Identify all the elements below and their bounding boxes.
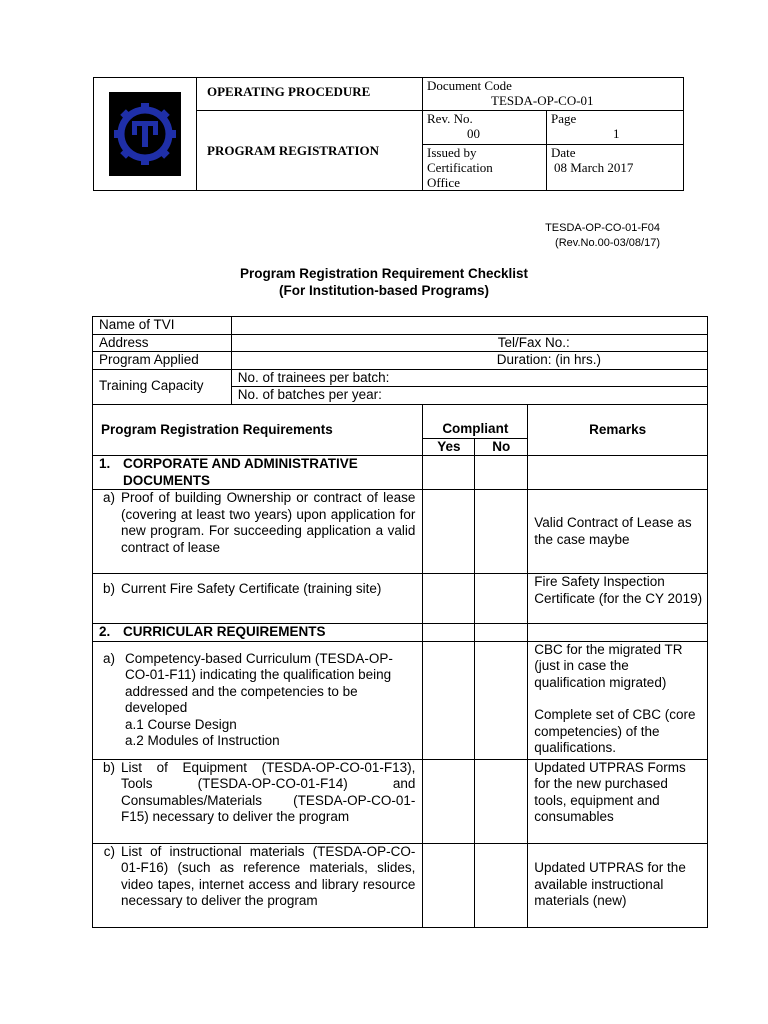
table-row <box>93 641 708 759</box>
requirement-1a-no-checkbox[interactable] <box>475 490 528 574</box>
compliant-header-spacer <box>423 404 528 421</box>
requirement-2b-remarks: Updated UTPRAS Forms for the new purchased tools, equipment and consumables <box>528 759 708 843</box>
requirement-1a-letter: a) <box>102 490 115 505</box>
requirement-2a-text: Competency-based Curriculum (TESDA-OP-CO-01-F11) indicating the qualification being addressed and the competencies to be developed <box>125 650 393 715</box>
date-label: Date <box>551 145 576 160</box>
section-1-yes-cell[interactable] <box>423 456 475 490</box>
section-2-no-cell[interactable] <box>475 624 528 642</box>
document-header <box>93 77 684 191</box>
info-row-capacity-1 <box>93 369 708 387</box>
yes-header: Yes <box>423 438 475 456</box>
tesda-gear-logo-icon <box>109 92 181 176</box>
document-code-label: Document Code <box>427 78 512 93</box>
requirement-2b-text: List of Equipment (TESDA-OP-CO-01-F13), Tools (TESDA-OP-CO-01-F14) and Consumables/Materials (TESDA-OP-CO-01-F15) necessary to deliver the program <box>121 759 416 824</box>
document-title-line-2: (For Institution-based Programs) <box>278 283 489 298</box>
requirement-2a-yes-checkbox[interactable] <box>423 641 475 759</box>
requirement-1a-yes-checkbox[interactable] <box>423 490 475 574</box>
name-of-tvi-field[interactable] <box>231 317 707 335</box>
document-title-line-1: Program Registration Requirement Checklist <box>239 266 529 281</box>
section-1-title-line-2: DOCUMENTS <box>123 472 210 488</box>
rev-no-label: Rev. No. <box>427 111 473 126</box>
form-code <box>545 221 660 251</box>
requirement-2c-no-checkbox[interactable] <box>475 843 528 927</box>
duration-label: Duration: (in hrs.) <box>496 352 602 367</box>
issued-by-value-2: Office <box>427 175 460 190</box>
section-2-title-cell <box>93 624 423 642</box>
section-1-no-cell[interactable] <box>475 456 528 490</box>
requirement-2b-letter: b) <box>102 759 115 775</box>
program-applied-field[interactable] <box>231 352 707 370</box>
section-1-number: 1. <box>99 456 111 471</box>
section-2-row <box>93 624 708 642</box>
requirements-header: Program Registration Requirements <box>93 404 423 456</box>
requirement-2c-letter: c) <box>103 843 115 859</box>
checklist-table <box>92 316 708 928</box>
page-cell <box>547 111 684 145</box>
address-field[interactable] <box>231 334 707 352</box>
info-row-address <box>93 334 708 352</box>
table-row <box>93 490 708 574</box>
date-cell <box>547 145 684 191</box>
form-code-line-1: TESDA-OP-CO-01-F04 <box>545 222 660 234</box>
name-of-tvi-label: Name of TVI <box>93 317 232 335</box>
requirement-1b-text: Current Fire Safety Certificate (training site) <box>121 581 382 596</box>
batches-per-year-field[interactable]: No. of batches per year: <box>231 387 707 405</box>
requirement-2b-no-checkbox[interactable] <box>475 759 528 843</box>
tel-fax-label: Tel/Fax No.: <box>497 334 570 350</box>
document-title <box>0 265 768 299</box>
logo-cell <box>94 78 197 191</box>
requirement-2b-yes-checkbox[interactable] <box>423 759 475 843</box>
requirement-2a-cell <box>93 641 423 759</box>
requirement-2c-remarks: Updated UTPRAS for the available instructional materials (new) <box>528 843 708 927</box>
requirement-1a-text: Proof of building Ownership or contract of lease (covering at least two years) upon application for new program. For succeeding application a valid contract of lease <box>121 490 416 555</box>
program-registration-label: PROGRAM REGISTRATION <box>197 111 423 191</box>
requirement-1a-remarks: Valid Contract of Lease as the case maybe <box>528 490 708 574</box>
document-code-cell <box>423 78 684 111</box>
requirement-1b-no-checkbox[interactable] <box>475 574 528 624</box>
table-header-row-1 <box>93 404 708 421</box>
requirement-1a-cell <box>93 490 423 574</box>
requirement-2a-letter: a) <box>102 650 115 666</box>
section-2-title: CURRICULAR REQUIREMENTS <box>123 624 326 639</box>
issued-by-cell <box>423 145 547 191</box>
requirement-1b-yes-checkbox[interactable] <box>423 574 475 624</box>
section-2-number: 2. <box>99 624 111 639</box>
table-row <box>93 574 708 624</box>
page-label: Page <box>551 111 577 126</box>
requirement-2a-sub-2: a.2 Modules of Instruction <box>125 733 280 748</box>
requirement-1b-letter: b) <box>102 581 115 596</box>
page-value: 1 <box>613 126 620 141</box>
no-header: No <box>475 438 528 456</box>
table-row <box>93 759 708 843</box>
requirement-2a-no-checkbox[interactable] <box>475 641 528 759</box>
requirement-2a-remarks-1: CBC for the migrated TR (just in case the qualification migrated) <box>534 641 683 690</box>
requirement-1b-cell <box>93 574 423 624</box>
issued-by-value-1: Certification <box>427 160 493 175</box>
remarks-header: Remarks <box>528 404 708 456</box>
section-2-remarks-cell <box>528 624 708 642</box>
section-2-yes-cell[interactable] <box>423 624 475 642</box>
requirement-2a-sub-1: a.1 Course Design <box>125 716 237 732</box>
requirement-2c-cell <box>93 843 423 927</box>
section-1-title-cell <box>93 456 423 490</box>
document-code-value: TESDA-OP-CO-01 <box>491 93 594 108</box>
date-value: 08 March 2017 <box>554 160 634 175</box>
operating-procedure-label: OPERATING PROCEDURE <box>197 78 423 111</box>
rev-no-cell <box>423 111 547 145</box>
section-1-remarks-cell <box>528 456 708 490</box>
requirement-2a-remarks <box>528 641 708 759</box>
address-label: Address <box>93 334 232 352</box>
table-row <box>93 843 708 927</box>
section-1-row <box>93 456 708 490</box>
requirement-1b-remarks: Fire Safety Inspection Certificate (for the CY 2019) <box>528 574 708 624</box>
info-row-program <box>93 352 708 370</box>
requirement-2a-remarks-2: Complete set of CBC (core competencies) of the qualifications. <box>534 707 696 755</box>
requirement-2c-text: List of instructional materials (TESDA-OP-CO-01-F16) (such as reference materials, slides, video tapes, internet access and library resource necessary to deliver the program <box>121 843 416 908</box>
rev-no-value: 00 <box>467 126 480 141</box>
issued-by-label: Issued by <box>427 145 477 160</box>
section-1-title-line-1: CORPORATE AND ADMINISTRATIVE <box>123 456 358 471</box>
requirement-2b-cell <box>93 759 423 843</box>
info-row-name <box>93 317 708 335</box>
requirement-2c-yes-checkbox[interactable] <box>423 843 475 927</box>
program-applied-label: Program Applied <box>93 352 232 370</box>
trainees-per-batch-field[interactable]: No. of trainees per batch: <box>231 369 707 387</box>
compliant-header: Compliant <box>423 421 528 438</box>
form-code-line-2: (Rev.No.00-03/08/17) <box>555 237 660 249</box>
training-capacity-label: Training Capacity <box>93 369 232 404</box>
